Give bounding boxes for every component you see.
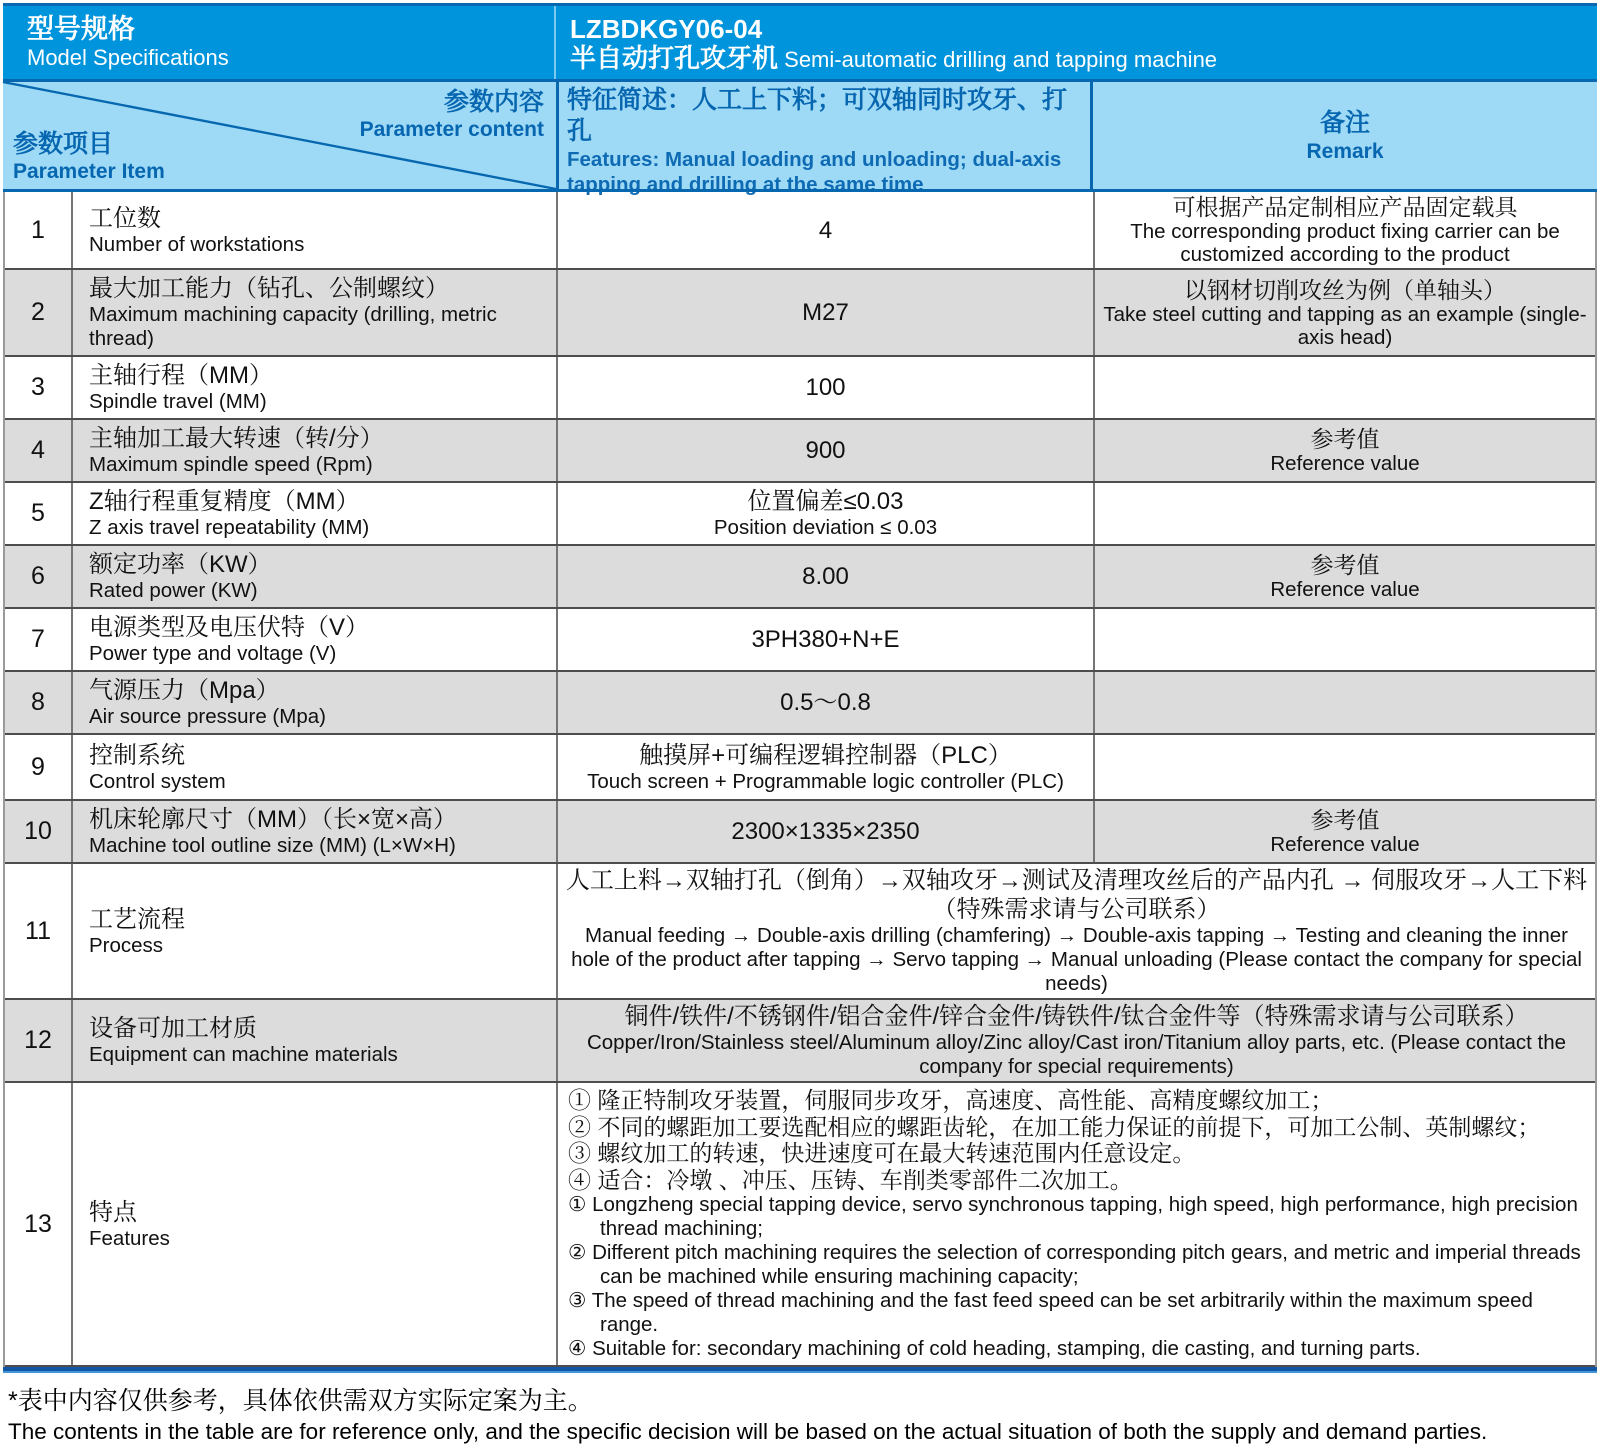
remark-header-zh: 备注 bbox=[1319, 108, 1370, 137]
feature-line-zh: ① 隆正特制攻牙装置，伺服同步攻牙，高速度、高性能、高精度螺纹加工； bbox=[568, 1087, 1334, 1113]
param-item-en: Z axis travel repeatability (MM) bbox=[89, 516, 370, 539]
remark-zh: 参考值 bbox=[1310, 552, 1380, 578]
param-item-en: Maximum machining capacity (drilling, metric thread) bbox=[89, 303, 497, 350]
table-row bbox=[5, 609, 1595, 672]
param-item-zh: 机床轮廓尺寸（MM）（长×宽×高） bbox=[89, 806, 458, 833]
param-value-zh: 位置偏差≤0.03 bbox=[747, 488, 904, 515]
table-row bbox=[5, 1000, 1595, 1083]
model-name bbox=[570, 45, 1597, 73]
model-name-en: Semi-automatic drilling and tapping machine bbox=[784, 47, 1218, 72]
row-number: 8 bbox=[5, 672, 73, 733]
param-value-zh: 100 bbox=[805, 374, 846, 401]
model-name-zh: 半自动打孔攻牙机 bbox=[570, 43, 779, 73]
model-code-cell bbox=[556, 6, 1597, 79]
param-value-en: Touch screen + Programmable logic controller (PLC) bbox=[587, 769, 1064, 793]
remark-cell bbox=[1095, 546, 1595, 607]
header-row-columns bbox=[3, 79, 1597, 196]
table-row bbox=[5, 357, 1595, 420]
param-item-en: Control system bbox=[89, 769, 226, 793]
header-row-model bbox=[3, 3, 1597, 79]
footnote-zh: *表中内容仅供参考，具体依供需双方实际定案为主。 bbox=[8, 1387, 593, 1415]
row-number: 13 bbox=[5, 1083, 73, 1365]
param-value-zh: M27 bbox=[802, 299, 849, 326]
param-value-en: Copper/Iron/Stainless steel/Aluminum alloy/Zinc alloy/Cast iron/Titanium alloy parts, etc. (Please contact the company for special requirements) bbox=[586, 1031, 1567, 1078]
remark-header-cell bbox=[1093, 82, 1597, 189]
table-row bbox=[5, 420, 1595, 483]
param-item-en: Machine tool outline size (MM) (L×W×H) bbox=[89, 834, 456, 857]
param-value-cell bbox=[558, 483, 1095, 544]
param-value-zh: 8.00 bbox=[802, 563, 849, 590]
remark-zh: 可根据产品定制相应产品固定载具 bbox=[1172, 194, 1518, 220]
param-item-zh: 特点 bbox=[89, 1198, 137, 1226]
param-value-cell bbox=[558, 270, 1095, 355]
table-row bbox=[5, 735, 1595, 801]
footnote bbox=[8, 1385, 1597, 1447]
row-number: 3 bbox=[5, 357, 73, 418]
param-value-en: Manual feeding → Double-axis drilling (chamfering) → Double-axis tapping → Testing and cleaning the inner hole of the product after tapping → Servo tapping → Manual unloading (Please contact the company for special needs) bbox=[571, 924, 1582, 995]
row-number: 5 bbox=[5, 483, 73, 544]
remark-zh: 以钢材切削攻丝为例（单轴头） bbox=[1184, 276, 1506, 303]
param-item-cell bbox=[73, 270, 558, 355]
table-row bbox=[5, 864, 1595, 1000]
row-number: 7 bbox=[5, 609, 73, 670]
remark-cell bbox=[1095, 270, 1595, 355]
param-item-cell bbox=[73, 672, 558, 733]
param-item-cell bbox=[73, 192, 558, 268]
param-content-en: Parameter content bbox=[359, 118, 544, 141]
feature-line-zh: ② 不同的螺距加工要选配相应的螺距齿轮，在加工能力保证的前提下，可加工公制、英制螺纹； bbox=[568, 1113, 1541, 1140]
table-row bbox=[5, 192, 1595, 270]
param-value-zh: 触摸屏+可编程逻辑控制器（PLC） bbox=[639, 741, 1012, 769]
remark-cell bbox=[1095, 420, 1595, 481]
param-item-zh: 最大加工能力（钻孔、公制螺纹） bbox=[89, 275, 449, 302]
row-number: 2 bbox=[5, 270, 73, 355]
param-item-cell bbox=[73, 483, 558, 544]
remark-cell bbox=[1095, 192, 1595, 268]
table-row bbox=[5, 672, 1595, 735]
param-item-cell bbox=[73, 609, 558, 670]
table-row bbox=[5, 270, 1595, 357]
param-content-zh: 参数内容 bbox=[443, 88, 544, 116]
feature-line-zh: ③ 螺纹加工的转速，快进速度可在最大转速范围内任意设定。 bbox=[568, 1140, 1196, 1166]
param-item-en: Features bbox=[89, 1226, 170, 1250]
param-item-zh: Z轴行程重复精度（MM） bbox=[89, 488, 360, 515]
param-item-zh: 工艺流程 bbox=[89, 905, 185, 933]
param-value-cell bbox=[558, 192, 1095, 268]
row-number: 10 bbox=[5, 801, 73, 862]
feature-line-en: ① Longzheng special tapping device, servo synchronous tapping, high speed, high performance, high precision thread machining; bbox=[568, 1193, 1578, 1240]
feature-line-en: ③ The speed of thread machining and the fast feed speed can be set arbitrarily within the maximum speed range. bbox=[568, 1289, 1533, 1336]
param-value-cell bbox=[558, 672, 1095, 733]
remark-en: Reference value bbox=[1270, 833, 1420, 856]
remark-en: Reference value bbox=[1270, 452, 1420, 475]
spec-table bbox=[3, 3, 1597, 1447]
remark-cell bbox=[1095, 801, 1595, 862]
row-number: 1 bbox=[5, 192, 73, 268]
param-item-zh: 主轴行程（MM） bbox=[89, 362, 273, 389]
diagonal-header-cell bbox=[3, 82, 556, 189]
model-spec-title-zh: 型号规格 bbox=[27, 14, 135, 44]
param-item-zh: 气源压力（Mpa） bbox=[89, 677, 280, 704]
remark-cell bbox=[1095, 483, 1595, 544]
param-item-cell bbox=[73, 864, 558, 998]
model-spec-title-en: Model Specifications bbox=[27, 45, 229, 70]
param-value-zh: 3PH380+N+E bbox=[751, 626, 900, 653]
param-item-cell bbox=[73, 420, 558, 481]
param-item-cell bbox=[73, 357, 558, 418]
param-value-cell bbox=[558, 1000, 1595, 1081]
param-item-en: Power type and voltage (V) bbox=[89, 642, 337, 665]
table-bottom-separator-light bbox=[3, 1371, 1597, 1373]
row-number: 11 bbox=[5, 864, 73, 998]
param-item-en: Parameter Item bbox=[13, 160, 165, 183]
param-value-zh: 2300×1335×2350 bbox=[731, 818, 920, 845]
feature-line-zh: ④ 适合：冷墩 、冲压、压铸、车削类零部件二次加工。 bbox=[568, 1166, 1133, 1193]
param-value-cell bbox=[558, 546, 1095, 607]
remark-zh: 参考值 bbox=[1310, 807, 1380, 833]
param-item-label bbox=[13, 129, 165, 184]
table-row bbox=[5, 1083, 1595, 1367]
row-number: 12 bbox=[5, 1000, 73, 1081]
param-item-en: Equipment can machine materials bbox=[89, 1043, 398, 1066]
param-item-zh: 电源类型及电压伏特（V） bbox=[89, 614, 370, 641]
footnote-en: The contents in the table are for reference only, and the specific decision will be based on the actual situation of both the supply and demand parties. bbox=[8, 1419, 1488, 1444]
table-row bbox=[5, 483, 1595, 546]
row-number: 4 bbox=[5, 420, 73, 481]
table-body bbox=[3, 192, 1597, 1367]
table-row bbox=[5, 801, 1595, 864]
features-summary-cell bbox=[556, 82, 1093, 196]
remark-zh: 参考值 bbox=[1310, 426, 1380, 452]
param-item-zh: 控制系统 bbox=[89, 741, 185, 769]
feature-line-en: ④ Suitable for: secondary machining of cold heading, stamping, die casting, and turning parts. bbox=[568, 1337, 1421, 1360]
features-cell bbox=[558, 1083, 1595, 1365]
features-summary-en: Features: Manual loading and unloading; dual-axis tapping and drilling at the same time bbox=[567, 148, 1062, 196]
param-value-cell bbox=[558, 357, 1095, 418]
param-item-en: Air source pressure (Mpa) bbox=[89, 705, 326, 728]
remark-cell bbox=[1095, 735, 1595, 799]
param-item-zh: 工位数 bbox=[89, 204, 161, 232]
remark-cell bbox=[1095, 609, 1595, 670]
param-value-zh: 4 bbox=[818, 216, 833, 244]
param-value-cell bbox=[558, 801, 1095, 862]
param-item-en: Maximum spindle speed (Rpm) bbox=[89, 453, 373, 476]
param-value-cell bbox=[558, 609, 1095, 670]
param-item-zh: 主轴加工最大转速（转/分） bbox=[89, 425, 384, 452]
param-item-en: Rated power (KW) bbox=[89, 579, 258, 602]
param-item-cell bbox=[73, 801, 558, 862]
param-value-cell bbox=[558, 735, 1095, 799]
remark-cell bbox=[1095, 357, 1595, 418]
param-item-cell bbox=[73, 1083, 558, 1365]
param-item-cell bbox=[73, 1000, 558, 1081]
param-value-zh: 900 bbox=[805, 437, 846, 464]
remark-cell bbox=[1095, 672, 1595, 733]
param-value-cell bbox=[558, 864, 1595, 998]
model-spec-title-cell bbox=[3, 6, 556, 79]
param-value-en: Position deviation ≤ 0.03 bbox=[713, 516, 938, 539]
features-summary-zh: 特征简述：人工上下料；可双轴同时攻牙、打孔 bbox=[567, 86, 1068, 145]
param-item-zh: 参数项目 bbox=[13, 130, 114, 158]
feature-line-en: ② Different pitch machining requires the selection of corresponding pitch gears, and metric and imperial threads can be machined while ensuring machining capacity; bbox=[568, 1241, 1581, 1288]
param-item-cell bbox=[73, 546, 558, 607]
param-item-en: Process bbox=[89, 933, 164, 957]
model-code: LZBDKGY06-04 bbox=[570, 14, 763, 44]
remark-header-en: Remark bbox=[1306, 139, 1384, 163]
table-row bbox=[5, 546, 1595, 609]
param-value-zh: 人工上料→双轴打孔（倒角）→双轴攻牙→测试及清理攻丝后的产品内孔 → 伺服攻牙→人工下料（特殊需求请与公司联系） bbox=[565, 867, 1588, 923]
remark-en: The corresponding product fixing carrier can be customized according to the product bbox=[1130, 220, 1560, 266]
param-value-zh: 铜件/铁件/不锈钢件/铝合金件/锌合金件/铸铁件/钛合金件等（特殊需求请与公司联系） bbox=[624, 1003, 1529, 1030]
param-item-zh: 设备可加工材质 bbox=[89, 1015, 257, 1042]
param-value-cell bbox=[558, 420, 1095, 481]
param-item-cell bbox=[73, 735, 558, 799]
row-number: 9 bbox=[5, 735, 73, 799]
row-number: 6 bbox=[5, 546, 73, 607]
param-item-zh: 额定功率（KW） bbox=[89, 551, 272, 578]
remark-en: Take steel cutting and tapping as an example (single-axis head) bbox=[1103, 302, 1587, 349]
param-item-en: Number of workstations bbox=[89, 232, 305, 256]
remark-en: Reference value bbox=[1270, 578, 1420, 601]
param-content-label bbox=[360, 87, 544, 142]
param-value-zh: 0.5～0.8 bbox=[780, 689, 871, 716]
param-item-en: Spindle travel (MM) bbox=[89, 390, 267, 413]
